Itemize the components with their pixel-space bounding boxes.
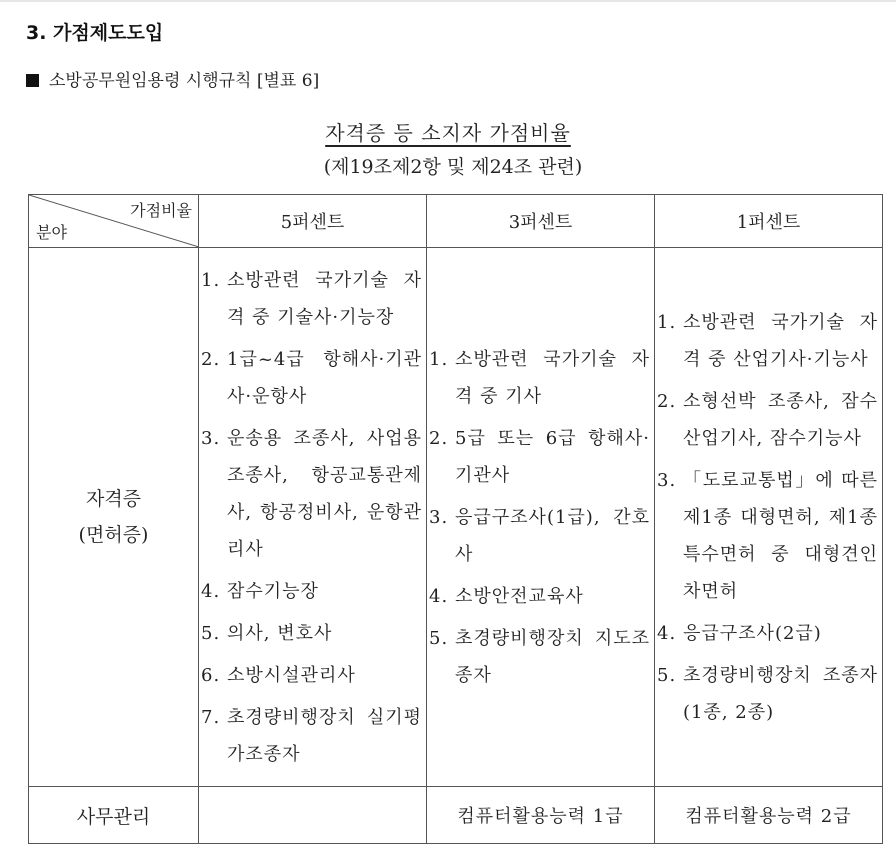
list-item: 3. 응급구조사(1급), 간호사 bbox=[429, 507, 650, 565]
license-3-percent-cell bbox=[427, 248, 655, 787]
license-category-cell bbox=[29, 248, 199, 787]
corner-rate-label: 가점비율 bbox=[130, 201, 192, 220]
header-5-percent: 5퍼센트 bbox=[199, 195, 427, 248]
list-item: 3. 운송용 조종사, 사업용 조종사, 항공교통관제사, 항공정비사, 운항관리사 bbox=[201, 428, 422, 560]
list-item: 1. 소방관련 국가기술 자격 중 산업기사·기능사 bbox=[657, 312, 878, 370]
list-item: 3. 「도로교통법」에 따른 제1종 대형면허, 제1종 특수면허 중 대형견인차면허 bbox=[657, 470, 878, 602]
list-item: 1. 소방관련 국가기술 자격 중 기술사·기능장 bbox=[201, 270, 422, 328]
list-item: 7. 초경량비행장치 실기평가조종자 bbox=[201, 707, 422, 765]
list-item: 2. 5급 또는 6급 항해사·기관사 bbox=[429, 428, 650, 486]
document-title bbox=[0, 117, 896, 146]
list-item: 2. 1급~4급 항해사·기관사·운항사 bbox=[201, 349, 422, 407]
list-item: 5. 초경량비행장치 조종자(1종, 2종) bbox=[657, 665, 878, 723]
list-item: 5. 의사, 변호사 bbox=[201, 623, 333, 644]
list-item: 4. 응급구조사(2급) bbox=[657, 623, 822, 644]
document-title-text: 자격증 등 소지자 가점비율 bbox=[325, 121, 571, 145]
office-1-percent-cell: 컴퓨터활용능력 2급 bbox=[655, 787, 883, 844]
license-row bbox=[29, 248, 883, 787]
header-1-percent: 1퍼센트 bbox=[655, 195, 883, 248]
office-5-percent-cell bbox=[199, 787, 427, 844]
license-category-line2: (면허증) bbox=[78, 524, 149, 546]
list-item: 5. 초경량비행장치 지도조종자 bbox=[429, 628, 650, 686]
sub-heading-text: 소방공무원임용령 시행규칙 [별표 6] bbox=[49, 71, 320, 91]
corner-header-cell bbox=[29, 195, 199, 248]
header-3-percent: 3퍼센트 bbox=[427, 195, 655, 248]
list-item: 1. 소방관련 국가기술 자격 중 기사 bbox=[429, 349, 650, 407]
list-item: 4. 잠수기능장 bbox=[201, 581, 319, 602]
document-subtitle: (제19조제2항 및 제24조 관련) bbox=[323, 156, 583, 178]
section-title: 3. 가점제도도입 bbox=[26, 22, 164, 44]
office-category-cell: 사무관리 bbox=[29, 787, 199, 844]
list-item: 6. 소방시설관리사 bbox=[201, 665, 356, 686]
office-row bbox=[29, 787, 883, 844]
top-divider bbox=[0, 0, 896, 2]
sub-heading bbox=[26, 66, 319, 91]
list-item: 2. 소형선박 조종사, 잠수산업기사, 잠수기능사 bbox=[657, 391, 878, 449]
header-row bbox=[29, 195, 883, 248]
license-5-percent-cell bbox=[199, 248, 427, 787]
license-1-percent-cell bbox=[655, 248, 883, 787]
office-3-percent-cell: 컴퓨터활용능력 1급 bbox=[427, 787, 655, 844]
list-item: 4. 소방안전교육사 bbox=[429, 586, 584, 607]
bonus-ratio-table bbox=[28, 194, 883, 844]
license-category-line1: 자격증 bbox=[85, 488, 142, 510]
square-bullet-icon bbox=[26, 74, 39, 87]
corner-field-label: 분야 bbox=[36, 223, 67, 242]
